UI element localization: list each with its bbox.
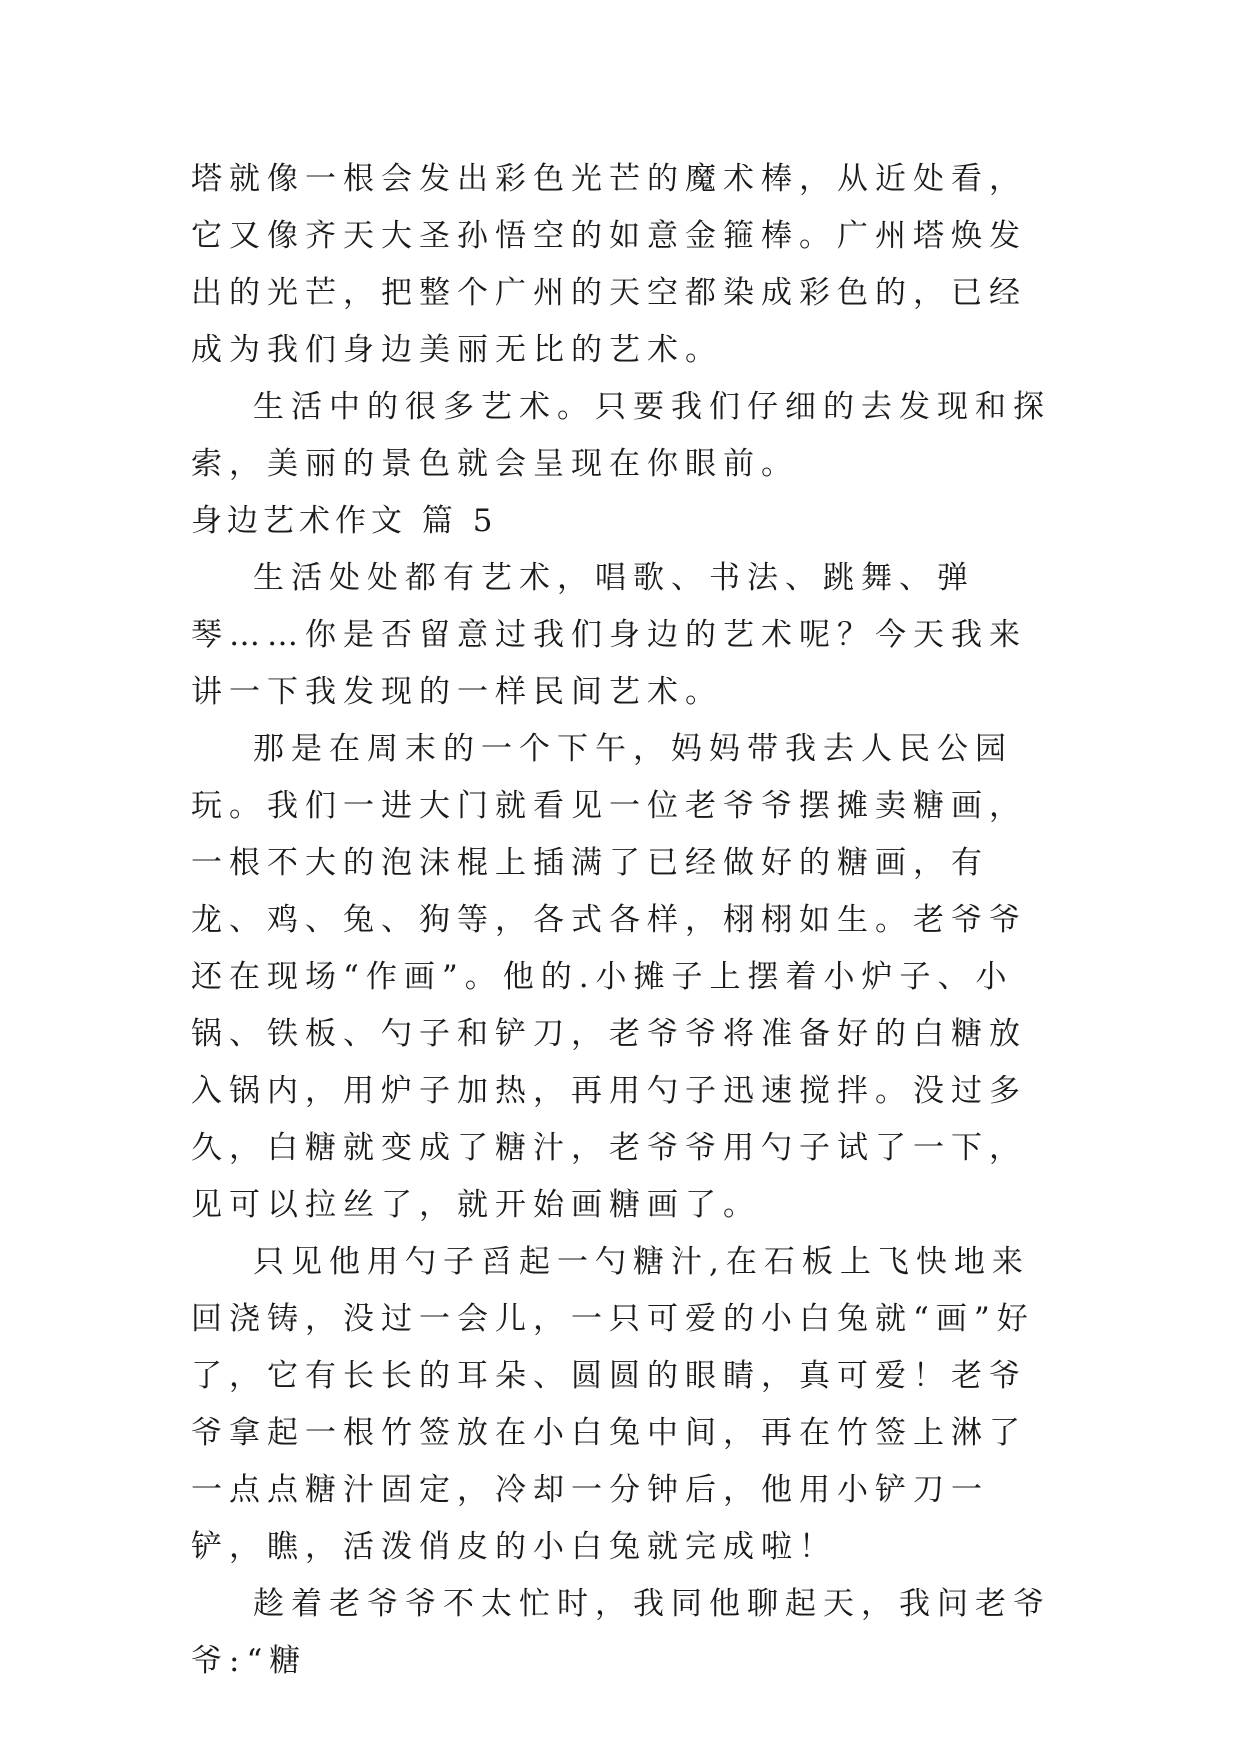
paragraph-canton-tower: 塔就像一根会发出彩色光芒的魔术棒，从近处看，它又像齐天大圣孙悟空的如意金箍棒。广州塔焕发出的光芒，把整个广州的天空都染成彩色的，已经成为我们身边美丽无比的艺术。 [191, 161, 1027, 368]
document-body [191, 151, 1051, 1690]
paragraph-intro: 生活处处都有艺术，唱歌、书法、跳舞、弹琴……你是否留意过我们身边的艺术呢？今天我来讲一下我发现的一样民间艺术。 [191, 560, 1027, 710]
section-heading: 身边艺术作文 篇 5 [191, 503, 498, 539]
paragraph-conversation: 趁着老爷爷不太忙时，我同他聊起天，我问老爷爷:“糖 [191, 1586, 1051, 1679]
paragraph-sugar-painting-stall: 那是在周末的一个下午，妈妈带我去人民公园玩。我们一进大门就看见一位老爷爷摆摊卖糖画，一根不大的泡沫棍上插满了已经做好的糖画，有龙、鸡、兔、狗等，各式各样，栩栩如生。老爷爷还在现场“作画”。他的.小摊子上摆着小炉子、小锅、铁板、勺子和铲刀，老爷爷将准备好的白糖放入锅内，用炉子加热，再用勺子迅速搅拌。没过多久，白糖就变成了糖汁，老爷爷用勺子试了一下，见可以拉丝了，就开始画糖画了。 [191, 731, 1027, 1223]
paragraph-art-in-life: 生活中的很多艺术。只要我们仔细的去发现和探索，美丽的景色就会呈现在你眼前。 [191, 389, 1051, 482]
paragraph-rabbit: 只见他用勺子舀起一勺糖汁,在石板上飞快地来回浇铸，没过一会儿，一只可爱的小白兔就“画”好了，它有长长的耳朵、圆圆的眼睛，真可爱！老爷爷拿起一根竹签放在小白兔中间，再在竹签上淋了一点点糖汁固定，冷却一分钟后，他用小铲刀一铲，瞧，活泼俏皮的小白兔就完成啦！ [191, 1244, 1035, 1565]
